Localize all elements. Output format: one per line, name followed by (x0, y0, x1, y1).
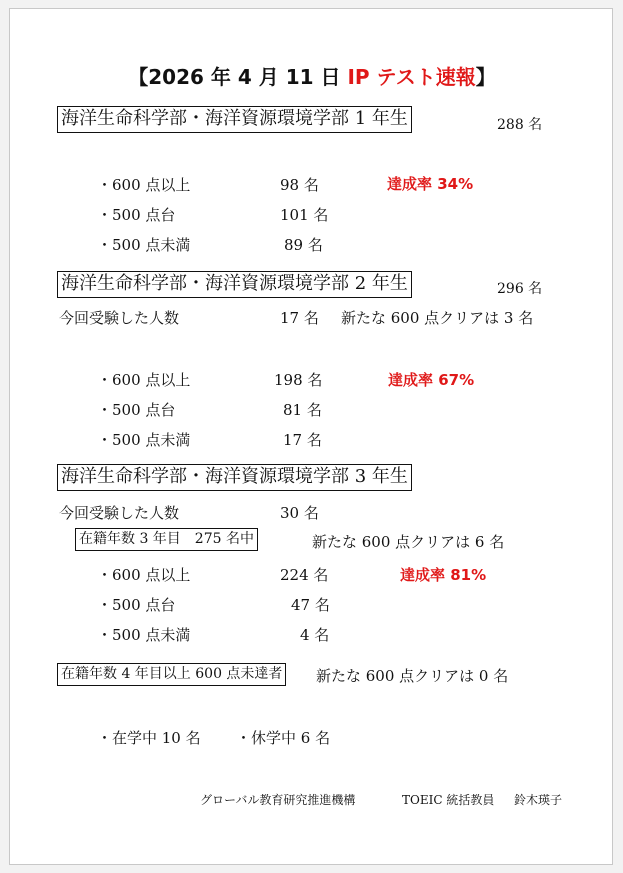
section3-row-label: ・600 点以上 (97, 566, 191, 584)
section2-heading: 海洋生命科学部・海洋資源環境学部 2 年生 (57, 271, 412, 298)
section2-new-clear: 新たな 600 点クリアは 3 名 (341, 309, 534, 327)
section4-enrolled: ・在学中 10 名 (97, 729, 201, 747)
section2-row-count: 198 名 (274, 371, 323, 389)
section3-row-label: ・500 点台 (97, 596, 176, 614)
section1-row-label: ・500 点台 (97, 206, 176, 224)
section1-row-count: 89 名 (284, 236, 323, 254)
section1-row-label: ・600 点以上 (97, 176, 191, 194)
section2-achievement-rate: 達成率 67% (388, 371, 475, 389)
section1-row-label: ・500 点未満 (97, 236, 191, 254)
section2-examinees-count: 17 名 (280, 309, 319, 327)
section2-row-count: 17 名 (283, 431, 322, 449)
section2-row-label: ・600 点以上 (97, 371, 191, 389)
section3-examinees-count: 30 名 (280, 504, 319, 522)
title-highlight: IP テスト速報 (347, 65, 476, 89)
section3-row-count: 224 名 (280, 566, 329, 584)
footer-name: 鈴木瑛子 (514, 793, 563, 807)
section2-total: 296 名 (497, 281, 543, 297)
section3-heading: 海洋生命科学部・海洋資源環境学部 3 年生 (57, 464, 412, 491)
section3-row-label: ・500 点未満 (97, 626, 191, 644)
section4-leave: ・休学中 6 名 (236, 729, 331, 747)
section3-new-clear: 新たな 600 点クリアは 6 名 (312, 533, 505, 551)
section1-row-count: 101 名 (280, 206, 329, 224)
document-page (9, 8, 613, 865)
section2-row-count: 81 名 (283, 401, 322, 419)
title-suffix: 】 (475, 65, 496, 89)
section2-row-label: ・500 点台 (97, 401, 176, 419)
footer-role: TOEIC 統括教員 (402, 793, 495, 807)
title-prefix: 【2026 年 4 月 11 日 (128, 65, 348, 89)
section1-row-count: 98 名 (280, 176, 319, 194)
section3-examinees-label: 今回受験した人数 (59, 504, 180, 522)
section2-row-label: ・500 点未満 (97, 431, 191, 449)
section4-box: 在籍年数 4 年目以上 600 点未達者 (57, 663, 286, 686)
report-title (10, 61, 614, 90)
section2-examinees-label: 今回受験した人数 (59, 309, 180, 327)
section3-row-count: 47 名 (291, 596, 330, 614)
section1-heading: 海洋生命科学部・海洋資源環境学部 1 年生 (57, 106, 412, 133)
section3-enrolled-box: 在籍年数 3 年目 275 名中 (75, 528, 258, 551)
section1-total: 288 名 (497, 117, 543, 133)
section4-new-clear: 新たな 600 点クリアは 0 名 (316, 667, 509, 685)
section3-achievement-rate: 達成率 81% (400, 566, 487, 584)
section1-achievement-rate: 達成率 34% (387, 175, 474, 193)
section3-row-count: 4 名 (300, 626, 330, 644)
footer-org: グローバル教育研究推進機構 (200, 793, 356, 807)
